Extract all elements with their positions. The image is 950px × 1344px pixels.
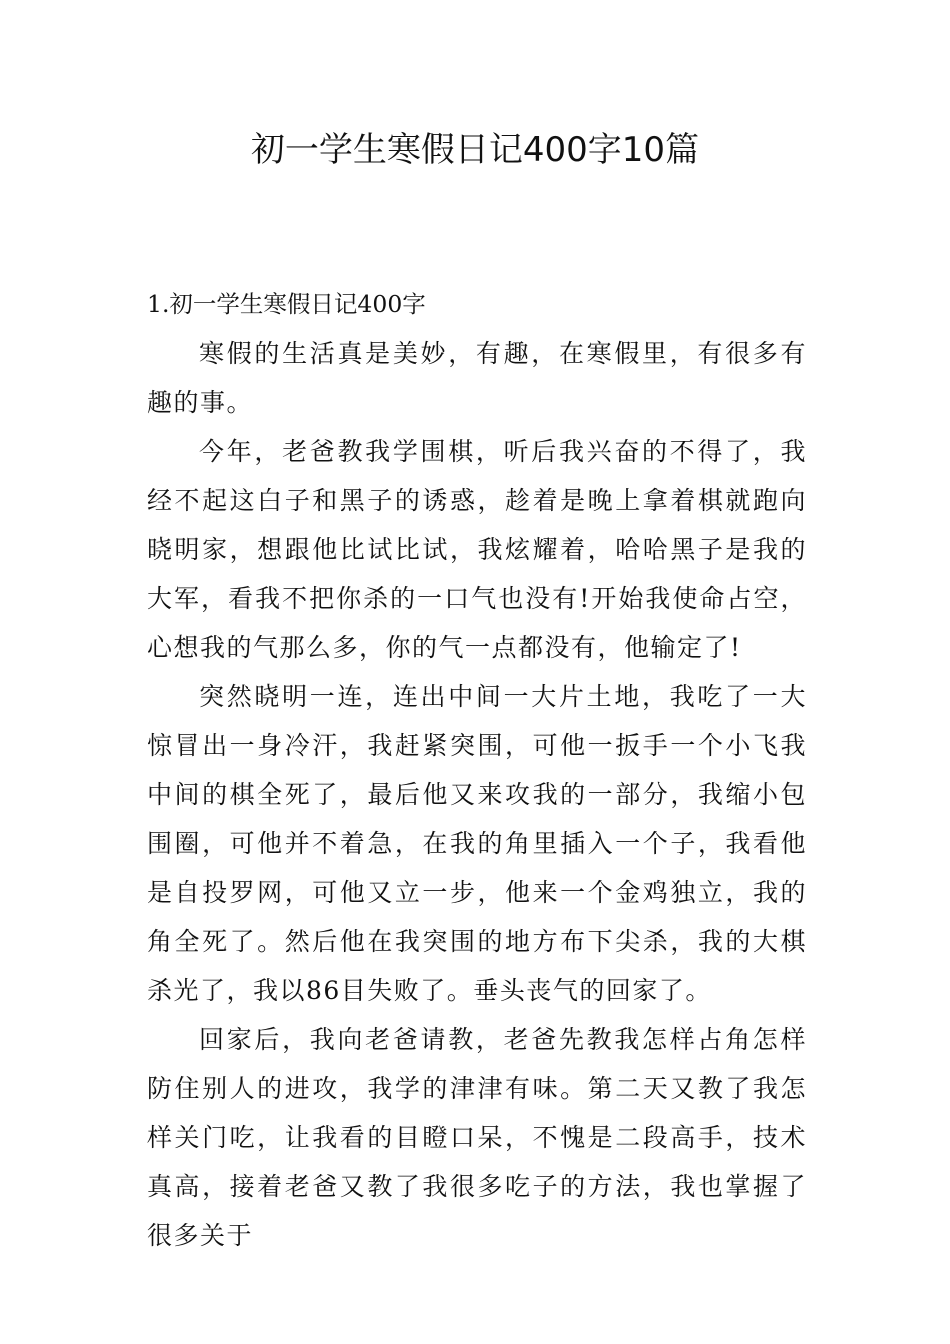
paragraph-the-game: 突然晓明一连，连出中间一大片土地，我吃了一大惊冒出一身冷汗，我赶紧突围，可他一扳手一个小飞我中间的棋全死了，最后他又来攻我的一部分，我缩小包围圈，可他并不着急，在我的角里插入一个子，我看他是自投罗网，可他又立一步，他来一个金鸡独立，我的角全死了。然后他在我突围的地方布下尖杀，我的大棋杀光了，我以86目失败了。垂头丧气的回家了。 <box>147 682 807 1005</box>
paragraph-learning-go: 今年，老爸教我学围棋，听后我兴奋的不得了，我经不起这白子和黑子的诱惑，趁着是晚上拿着棋就跑向晓明家，想跟他比试比试，我炫耀着，哈哈黑子是我的大军，看我不把你杀的一口气也没有!开始我使命占空，心想我的气那么多，你的气一点都没有，他输定了! <box>147 437 807 662</box>
document-title: 初一学生寒假日记400字10篇 <box>250 130 700 170</box>
section-heading: 1.初一学生寒假日记400字 <box>147 290 426 318</box>
paragraph-intro: 寒假的生活真是美妙，有趣，在寒假里，有很多有趣的事。 <box>147 339 807 417</box>
document-body <box>147 280 807 1260</box>
paragraph-after-home: 回家后，我向老爸请教，老爸先教我怎样占角怎样防住别人的进攻，我学的津津有味。第二天又教了我怎样关门吃，让我看的目瞪口呆，不愧是二段高手，技术真高，接着老爸又教了我很多吃子的方法，我也掌握了很多关于 <box>147 1025 807 1250</box>
